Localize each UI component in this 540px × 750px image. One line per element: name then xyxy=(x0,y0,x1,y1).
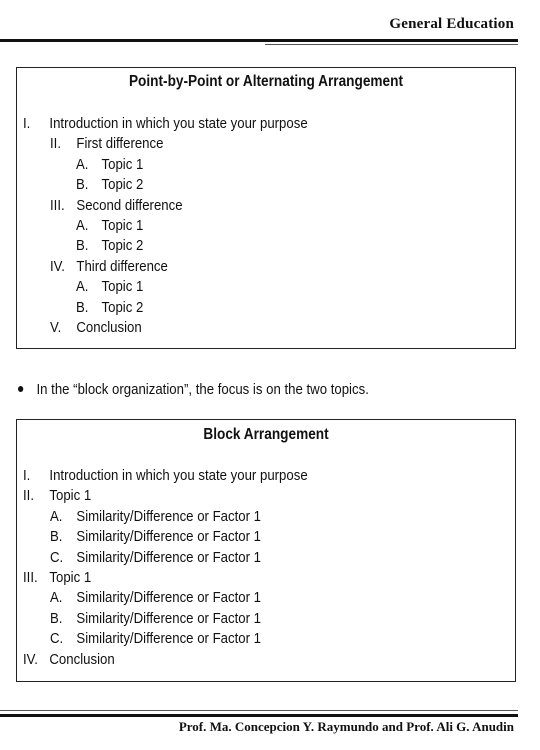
outline-text: Topic 1 xyxy=(49,569,92,586)
outline-text: First difference xyxy=(76,135,164,152)
outline-item xyxy=(76,217,144,234)
outline-item xyxy=(76,278,144,295)
outline-text: Similarity/Difference or Factor 1 xyxy=(76,549,262,566)
outline-number: B. xyxy=(76,176,89,193)
outline-number: III. xyxy=(23,569,38,586)
outline-number: IV. xyxy=(50,258,65,275)
outline-item xyxy=(23,569,92,586)
outline-item xyxy=(23,115,308,132)
outline-text: Similarity/Difference or Factor 1 xyxy=(76,589,262,606)
outline-number: B. xyxy=(76,299,89,316)
outline-number: I. xyxy=(23,467,31,484)
outline-item xyxy=(50,528,262,545)
outline-text: Similarity/Difference or Factor 1 xyxy=(76,610,262,627)
outline-text: Conclusion xyxy=(76,319,142,336)
outline-item xyxy=(76,237,144,254)
outline-item xyxy=(50,258,168,275)
outline-number: B. xyxy=(50,528,63,545)
outline-text: Similarity/Difference or Factor 1 xyxy=(76,508,262,525)
header-rule-thick xyxy=(0,39,518,42)
outline-item xyxy=(23,487,92,504)
outline-number: C. xyxy=(50,549,64,566)
outline-item xyxy=(76,176,144,193)
block-arrangement-box xyxy=(16,419,516,682)
outline-item xyxy=(50,135,164,152)
outline-item xyxy=(23,467,308,484)
bullet-icon xyxy=(18,386,23,392)
outline-item xyxy=(50,589,262,606)
outline-number: V. xyxy=(50,319,62,336)
outline-text: Second difference xyxy=(76,197,183,214)
box-title: Block Arrangement xyxy=(203,426,329,443)
outline-item xyxy=(50,549,262,566)
outline-number: C. xyxy=(50,630,64,647)
outline-text: Similarity/Difference or Factor 1 xyxy=(76,630,262,647)
outline-number: B. xyxy=(50,610,63,627)
outline-number: A. xyxy=(76,278,89,295)
outline-text: Introduction in which you state your purpose xyxy=(49,467,308,484)
outline-number: I. xyxy=(23,115,31,132)
outline-number: A. xyxy=(76,156,89,173)
outline-number: B. xyxy=(76,237,89,254)
outline-item xyxy=(50,630,262,647)
outline-number: II. xyxy=(50,135,62,152)
outline-text: Topic 2 xyxy=(101,237,144,254)
bullet-note xyxy=(18,381,369,398)
outline-number: A. xyxy=(50,508,63,525)
outline-item xyxy=(76,299,144,316)
outline-text: Third difference xyxy=(76,258,168,275)
outline-item xyxy=(50,508,262,525)
outline-text: Topic 1 xyxy=(101,156,144,173)
outline-number: III. xyxy=(50,197,65,214)
outline-text: Topic 1 xyxy=(101,217,144,234)
outline-item xyxy=(50,610,262,627)
outline-item xyxy=(50,197,183,214)
outline-text: Introduction in which you state your purpose xyxy=(49,115,308,132)
outline-number: A. xyxy=(50,589,63,606)
outline-text: Topic 2 xyxy=(101,176,144,193)
footer-rule-thick xyxy=(0,714,518,717)
outline-item xyxy=(23,651,115,668)
point-by-point-box xyxy=(16,67,516,349)
outline-text: Topic 1 xyxy=(101,278,144,295)
outline-item xyxy=(50,319,142,336)
outline-text: Similarity/Difference or Factor 1 xyxy=(76,528,262,545)
outline-text: Conclusion xyxy=(49,651,115,668)
outline-number: II. xyxy=(23,487,35,504)
outline-text: Topic 2 xyxy=(101,299,144,316)
footer-authors: Prof. Ma. Concepcion Y. Raymundo and Prof. Ali G. Anudin xyxy=(178,719,514,734)
header-title: General Education xyxy=(389,16,514,32)
bullet-text: In the “block organization”, the focus is on the two topics. xyxy=(36,381,369,398)
outline-item xyxy=(76,156,144,173)
footer-rule-thin xyxy=(0,710,518,711)
outline-number: A. xyxy=(76,217,89,234)
outline-number: IV. xyxy=(23,651,38,668)
outline-text: Topic 1 xyxy=(49,487,92,504)
header-rule-thin xyxy=(265,44,518,45)
box-title: Point-by-Point or Alternating Arrangement xyxy=(128,73,404,90)
